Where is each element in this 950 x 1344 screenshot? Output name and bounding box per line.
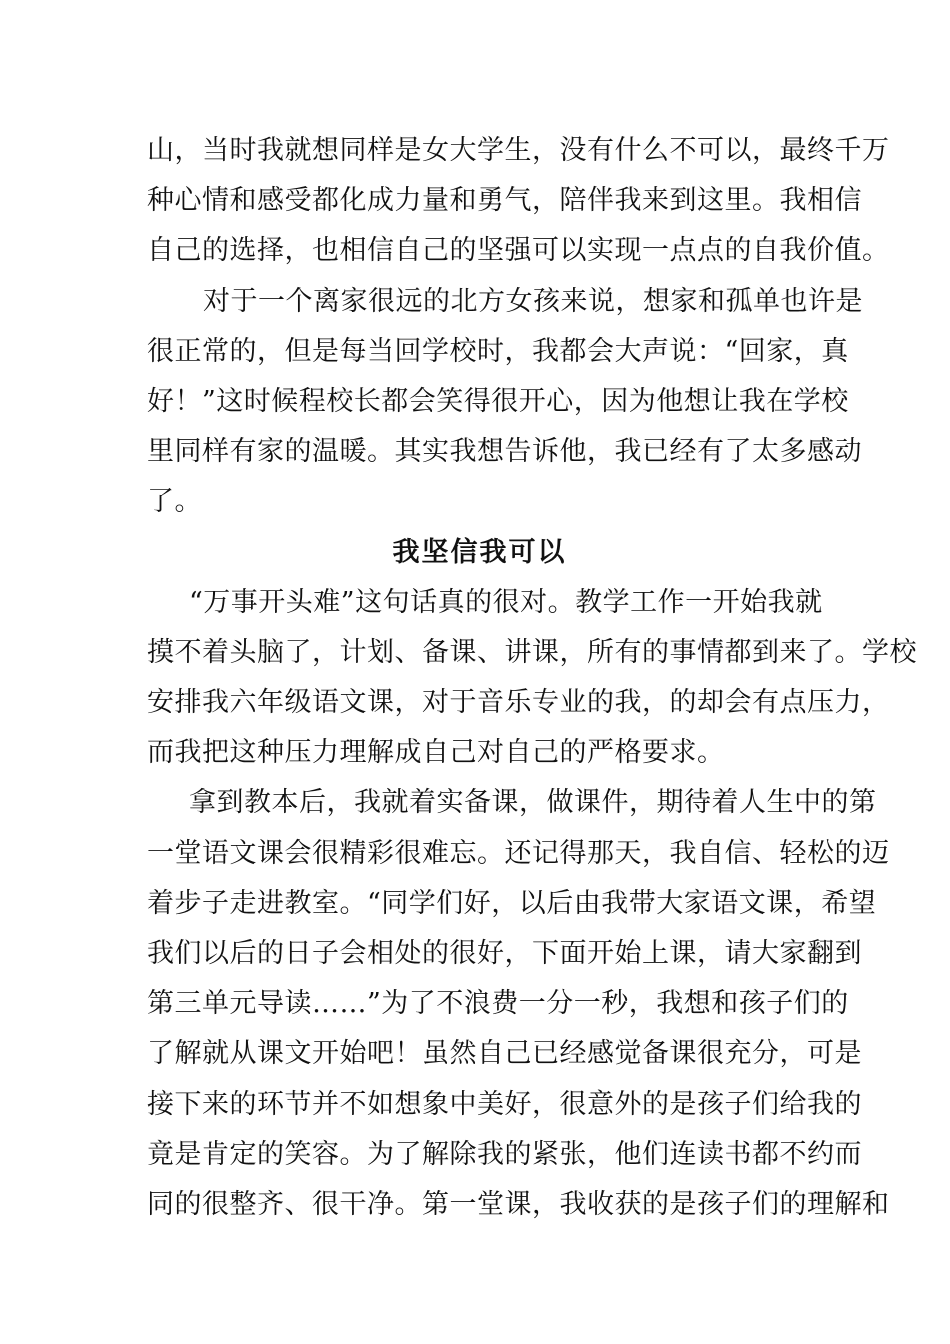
text-line: 自己的选择，也相信自己的坚强可以实现一点点的自我价值。 (147, 235, 890, 267)
paragraph-2 (147, 277, 863, 528)
text-line: 一堂语文课会很精彩很难忘。还记得那天，我自信、轻松的迈 (147, 837, 890, 869)
text-line: “万事开头难”这句话真的很对。教学工作一开始我就 (189, 586, 823, 618)
text-line: 我们以后的日子会相处的很好，下面开始上课，请大家翻到 (147, 938, 862, 969)
body-text (147, 126, 917, 1230)
text-line: 很正常的，但是每当回学校时，我都会大声说：“回家，真 (147, 335, 849, 367)
text-line: 了解就从课文开始吧！虽然自己已经感觉备课很充分，可是 (147, 1038, 862, 1070)
text-line: 了。 (147, 486, 202, 518)
text-line: 里同样有家的温暖。其实我想告诉他，我已经有了太多感动 (147, 436, 862, 468)
text-line: 摸不着头脑了，计划、备课、讲课，所有的事情都到来了。学校 (147, 636, 917, 668)
text-line: 对于一个离家很远的北方女孩来说，想家和孤单也许是 (203, 285, 863, 317)
text-line: 山，当时我就想同样是女大学生，没有什么不可以，最终千万 (147, 135, 890, 166)
text-line: 好！”这时候程校长都会笑得很开心，因为他想让我在学校 (147, 385, 849, 417)
text-line: 安排我六年级语文课，对于音乐专业的我，的却会有点压力， (147, 687, 890, 719)
text-line: 拿到教本后，我就着实备课，做课件，期待着人生中的第 (189, 787, 877, 819)
text-line: 同的很整齐、很干净。第一堂课，我收获的是孩子们的理解和 (147, 1188, 890, 1220)
paragraph-3 (147, 578, 917, 779)
paragraph-1 (147, 126, 890, 277)
section-heading: 我坚信我可以 (392, 536, 567, 568)
text-line: 竟是肯定的笑容。为了解除我的紧张，他们连读书都不约而 (147, 1138, 862, 1170)
paragraph-4 (147, 778, 890, 1230)
text-line: 第三单元导读……”为了不浪费一分一秒，我想和孩子们的 (147, 988, 849, 1020)
text-line: 着步子走进教室。“同学们好，以后由我带大家语文课，希望 (147, 887, 877, 919)
text-line: 种心情和感受都化成力量和勇气，陪伴我来到这里。我相信 (147, 185, 862, 217)
text-line: 而我把这种压力理解成自己对自己的严格要求。 (147, 737, 725, 769)
text-line: 接下来的环节并不如想象中美好，很意外的是孩子们给我的 (147, 1088, 862, 1120)
